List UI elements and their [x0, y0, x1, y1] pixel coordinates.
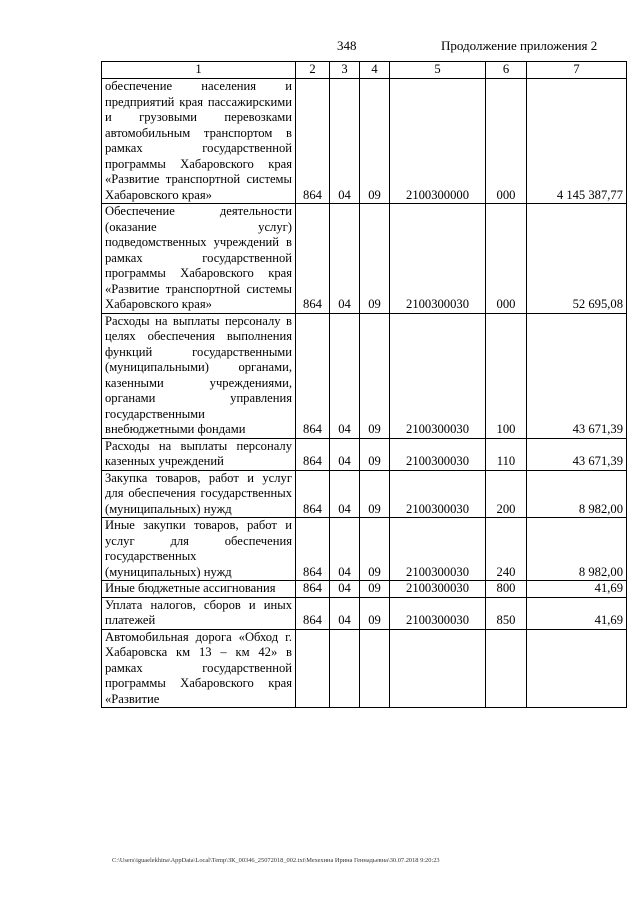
expense-type-code: 800: [486, 581, 527, 598]
table-row: [102, 204, 627, 314]
expense-type-code: 110: [486, 438, 527, 470]
row-description: Расходы на выплаты персоналу в целях обеспечения выполнения функций государственными (муниципальными) органами, казенными учреждениями, органами управления государственными внебюджетными фондами: [102, 313, 296, 438]
column-header: 4: [360, 62, 390, 79]
target-article-code: 2100300000: [390, 79, 486, 204]
expense-type-code: 000: [486, 79, 527, 204]
amount: 41,69: [527, 581, 627, 598]
table-row: [102, 518, 627, 581]
subsection-code: 09: [360, 79, 390, 204]
column-header: 1: [102, 62, 296, 79]
section-code: 04: [330, 438, 360, 470]
expense-type-code: 240: [486, 518, 527, 581]
amount: 43 671,39: [527, 438, 627, 470]
amount: 41,69: [527, 597, 627, 629]
subsection-code: 09: [360, 597, 390, 629]
column-header: 2: [296, 62, 330, 79]
row-description: Обеспечение деятельности (оказание услуг) подведомственных учреждений в рамках государственной программы Хабаровского края «Развитие транспортной системы Хабаровского края»: [102, 204, 296, 314]
amount: 4 145 387,77: [527, 79, 627, 204]
table-row: [102, 629, 627, 708]
target-article-code: 2100300030: [390, 470, 486, 518]
section-code: 04: [330, 79, 360, 204]
section-code: 04: [330, 204, 360, 314]
ministry-code: 864: [296, 597, 330, 629]
section-code: [330, 629, 360, 708]
target-article-code: 2100300030: [390, 313, 486, 438]
expense-type-code: 850: [486, 597, 527, 629]
row-description: Закупка товаров, работ и услуг для обеспечения государственных (муниципальных) нужд: [102, 470, 296, 518]
expense-type-code: 000: [486, 204, 527, 314]
ministry-code: 864: [296, 581, 330, 598]
row-description: Уплата налогов, сборов и иных платежей: [102, 597, 296, 629]
column-header: 6: [486, 62, 527, 79]
budget-table: [101, 61, 627, 708]
header-row: [102, 62, 627, 79]
row-description: обеспечение населения и предприятий края пассажирскими и грузовыми перевозками автомобильным транспортом в рамках государственной программы Хабаровского края «Развитие транспортной системы Хабаровского края»: [102, 79, 296, 204]
file-path-footer: C:\Users\iguaelekhina\AppData\Local\Temp\ЗК_00346_25072018_002.txt\Мехехина Ирина Геннадьевна\30.07.2018 9:20:23: [112, 857, 440, 864]
ministry-code: 864: [296, 518, 330, 581]
amount: 8 982,00: [527, 470, 627, 518]
table-row: [102, 79, 627, 204]
subsection-code: [360, 629, 390, 708]
subsection-code: 09: [360, 518, 390, 581]
ministry-code: [296, 629, 330, 708]
subsection-code: 09: [360, 581, 390, 598]
subsection-code: 09: [360, 438, 390, 470]
expense-type-code: [486, 629, 527, 708]
table-row: [102, 438, 627, 470]
target-article-code: [390, 629, 486, 708]
amount: [527, 629, 627, 708]
row-description: Иные бюджетные ассигнования: [102, 581, 296, 598]
ministry-code: 864: [296, 204, 330, 314]
column-header: 7: [527, 62, 627, 79]
row-description: Иные закупки товаров, работ и услуг для обеспечения государственных (муниципальных) нужд: [102, 518, 296, 581]
ministry-code: 864: [296, 313, 330, 438]
ministry-code: 864: [296, 438, 330, 470]
table-row: [102, 313, 627, 438]
continuation-label: Продолжение приложения 2: [441, 38, 598, 53]
target-article-code: 2100300030: [390, 581, 486, 598]
amount: 52 695,08: [527, 204, 627, 314]
expense-type-code: 100: [486, 313, 527, 438]
target-article-code: 2100300030: [390, 597, 486, 629]
ministry-code: 864: [296, 79, 330, 204]
page-number: 348: [337, 38, 357, 53]
subsection-code: 09: [360, 204, 390, 314]
row-description: Автомобильная дорога «Обход г. Хабаровска км 13 – км 42» в рамках государственной программы Хабаровского края «Развитие: [102, 629, 296, 708]
target-article-code: 2100300030: [390, 204, 486, 314]
section-code: 04: [330, 313, 360, 438]
section-code: 04: [330, 470, 360, 518]
subsection-code: 09: [360, 470, 390, 518]
row-description: Расходы на выплаты персоналу казенных учреждений: [102, 438, 296, 470]
expense-type-code: 200: [486, 470, 527, 518]
table-row: [102, 597, 627, 629]
section-code: 04: [330, 518, 360, 581]
subsection-code: 09: [360, 313, 390, 438]
column-header: 3: [330, 62, 360, 79]
amount: 43 671,39: [527, 313, 627, 438]
section-code: 04: [330, 581, 360, 598]
table-row: [102, 470, 627, 518]
section-code: 04: [330, 597, 360, 629]
amount: 8 982,00: [527, 518, 627, 581]
table-row: [102, 581, 627, 598]
target-article-code: 2100300030: [390, 518, 486, 581]
column-header: 5: [390, 62, 486, 79]
ministry-code: 864: [296, 470, 330, 518]
target-article-code: 2100300030: [390, 438, 486, 470]
